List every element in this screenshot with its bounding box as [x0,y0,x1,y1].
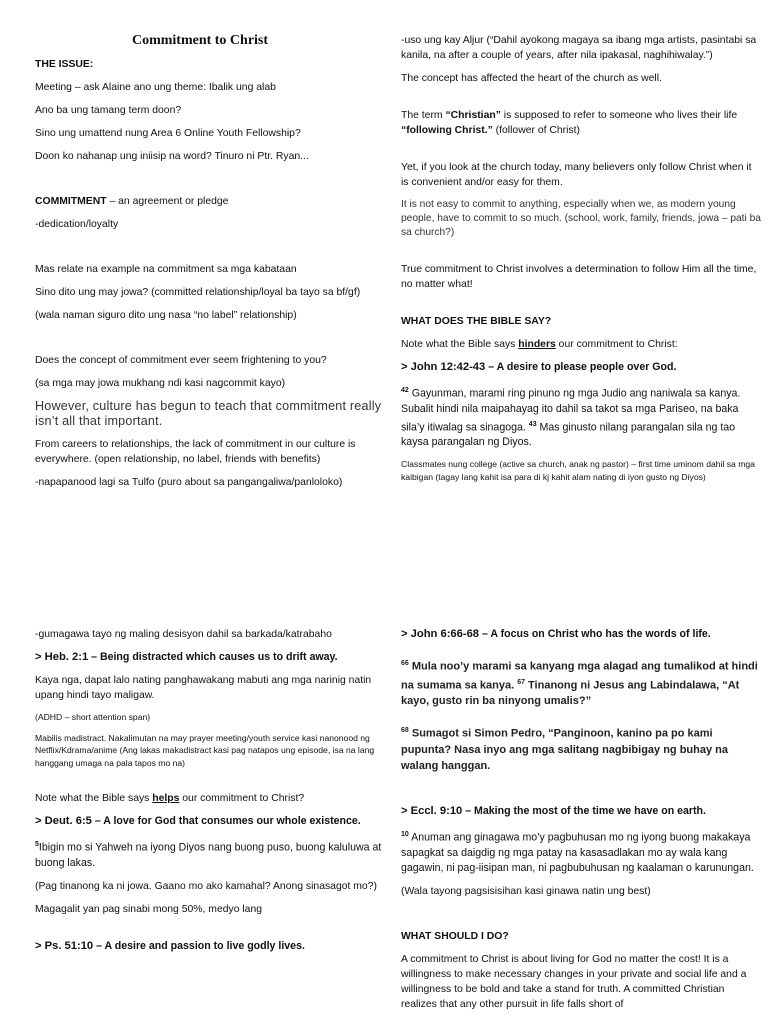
eccl-verse [401,827,761,876]
text-line: Ano ba ung tamang term doon? [35,105,182,116]
verse-ref: > John 6:66-68 [401,628,480,640]
hinders-word: hinders [518,339,556,350]
text-line: Magagalit yan pag sinabi mong 50%, medyo lang [35,903,263,915]
text-span: Note what the Bible says [401,339,519,350]
text-span: our commitment to Christ: [555,339,678,350]
left-column-top [35,33,395,498]
helps-word: helps [152,793,180,804]
helps-note [35,791,395,806]
text-line: Doon ko nahanap ung iniisip na word? Tinuro ni Ptr. Ryan... [35,151,309,162]
page-title: Commitment to Christ [131,33,269,48]
text-line: -napapanood lagi sa Tulfo (puro about sa pangangaliwa/panloloko) [35,477,343,488]
text-line: Sino dito ung may jowa? (committed relationship/loyal ba tayo sa bf/gf) [35,287,361,298]
john-12-verse [401,383,761,450]
right-column-top [401,33,761,491]
verse-desc: – A focus on Christ who has the words of life. [479,628,711,640]
heb-verse: Kaya nga, dapat lalo nating panghawakang mabuti ang mga narinig natin upang hindi tayo maligaw. [35,675,372,701]
christian-word: “Christian” [445,110,501,121]
commitment-definition [35,194,395,209]
verse-text: Anuman ang ginagawa mo’y pagbuhusan mo ng iyong buong makakaya sapagkat sa daigdig ng mga patay na kasasadlakan mo ay wala kang gagawin, ni pag-iisipan man, ni pagbubuhusan ng kaalaman o karunungan. [401,831,754,874]
text-span: Note what the Bible says [35,793,153,804]
john-12-reference [401,360,761,375]
bible-heading: WHAT DOES THE BIBLE SAY? [401,316,552,327]
verse-ref: > Eccl. 9:10 [401,804,463,817]
text-span: our commitment to Christ? [179,793,305,804]
verse-text: Mula noo’y marami sa kanyang mga alagad ang tumalikod at hindi na sumama sa kanya. [401,660,758,692]
john-6-reference [401,627,761,642]
text-line: (wala naman siguro dito ung nasa “no label” relationship) [35,310,297,321]
verse-text: Sumagot si Simon Pedro, “Panginoon, kanino pa po kami pupunta? Nasa inyo ang mga salitang nagbibigay ng buhay na walang hanggan. [401,727,728,772]
text-line: -uso ung kay Aljur (“Dahil ayokong magaya sa ibang mga artists, pasintabi sa kanila, na after a couple of years, after nila ipakasal, naghihiwalay.”) [401,35,757,61]
text-line: -gumagawa tayo ng maling desisyon dahil sa barkada/katrabaho [35,629,332,640]
text-line: Yet, if you look at the church today, many believers only follow Christ when it is convenient and/or easy for them. [401,162,752,188]
john-6-verse-66 [401,656,761,709]
left-column-bottom [35,627,395,962]
verse-ref: > Heb. 2:1 [35,651,89,663]
verse-desc: – A desire and passion to live godly lives. [93,939,305,952]
verse-text: Mas ginusto nilang parangalan sila ng tao kaysa parangalan ng Diyos. [401,421,736,449]
text-line: (sa mga may jowa mukhang ndi kasi nagcommit kayo) [35,378,286,389]
verse-number: 10 [401,830,409,838]
hinders-note [401,337,761,352]
verse-text: Tinanong ni Jesus ang Labindalawa, “At kayo, gusto rin ba ninyong umalis?” [401,679,740,708]
john-6-verse-68 [401,723,761,774]
deut-verse [35,837,395,871]
text-span: The term [401,110,446,121]
verse-desc: – Making the most of the time we have on earth. [462,804,706,817]
text-line: Mas relate na example na commitment sa mga kabataan [35,264,297,275]
verse-ref: > Ps. 51:10 [35,939,94,952]
verse-text: Gayunman, marami ring pinuno ng mga Judio ang naniwala sa kanya. Subalit hindi nila maipahayag ito dahil sa takot sa mga Pariseo, na baka sila’y itiwalag sa sinagoga. [401,387,741,434]
culture-statement: However, culture has begun to teach that commitment really isn’t all that important. [35,399,382,428]
heb-reference [35,650,395,665]
verse-desc: – A desire to please people over God. [485,361,677,373]
text-line: From careers to relationships, the lack of commitment in our culture is everywhere. (open relationship, no label, friends with benefits) [35,439,356,465]
classmates-note: Classmates nung college (active sa church, anak ng pastor) – first time uminom dahil sa mga kaibigan (tagay lang kahit isa para di kj kahit alam nating di iyon gusto ng Diyos) [401,459,755,482]
verse-ref: > John 12:42-43 [401,361,486,373]
deut-reference [35,814,395,829]
verse-number: 43 [528,420,537,428]
text-span: is supposed to refer to someone who lives their life [500,110,738,121]
text-line: True commitment to Christ involves a determination to follow Him all the time, no matter what! [401,264,757,290]
eccl-reference [401,804,761,819]
text-line: Meeting – ask Alaine ano ung theme: Ibalik ung alab [35,82,276,93]
text-line: Does the concept of commitment ever seem frightening to you? [35,355,327,366]
verse-desc: – Being distracted which causes us to drift away. [88,651,338,663]
verse-ref: > Deut. 6:5 [35,815,92,827]
text-line: (Pag tinanong ka ni jowa. Gaano mo ako kamahal? Anong sinasagot mo?) [35,880,377,892]
verse-number: 68 [401,727,409,735]
verse-number: 67 [517,678,525,686]
mabilis-note: Mabilis madistract. Nakalimutan na may prayer meeting/youth service kasi nanonood ng Netflix/Kdrama/anime (Ang lakas makadistract kasi pag natapos ung episode, isa na lang hanggang umaga na pala tapos mo na) [35,732,375,768]
text-line: -dedication/loyalty [35,219,119,230]
christian-term [401,108,761,138]
verse-number: 66 [401,660,409,667]
final-paragraph: A commitment to Christ is about living for God no matter the cost! It is a willingness to make necessary changes in your private and social life and a willingness to be bold and take a stand for truth. A committed Christian realizes that any other pursuit in life falls short of [401,953,747,1010]
verse-text: Ibigin mo si Yahweh na iyong Diyos nang buong puso, buong kaluluwa at buong lakas. [35,841,382,869]
text-line: The concept has affected the heart of the church as well. [401,73,662,84]
right-column-bottom [401,627,761,1020]
verse-desc: – A love for God that consumes our whole existence. [91,815,361,827]
should-heading: WHAT SHOULD I DO? [401,930,509,942]
adhd-note: (ADHD – short attention span) [35,712,151,722]
text-line: It is not easy to commit to anything, especially when we, as modern young people, have to commit to so much. (school, work, family, friends, jowa – pati ba sa church?) [401,199,761,238]
commitment-word: COMMITMENT [35,196,107,207]
verse-number: 42 [401,387,409,394]
text-span: (follower of Christ) [492,125,580,136]
following-christ: “following Christ.” [401,125,493,136]
ps-reference [35,939,395,954]
issue-heading: THE ISSUE: [35,59,94,70]
verse-number: 5 [35,841,39,848]
text-line: Sino ung umattend nung Area 6 Online Youth Fellowship? [35,128,301,139]
commitment-def: – an agreement or pledge [106,196,229,207]
text-line: (Wala tayong pagsisisihan kasi ginawa natin ung best) [401,885,651,897]
